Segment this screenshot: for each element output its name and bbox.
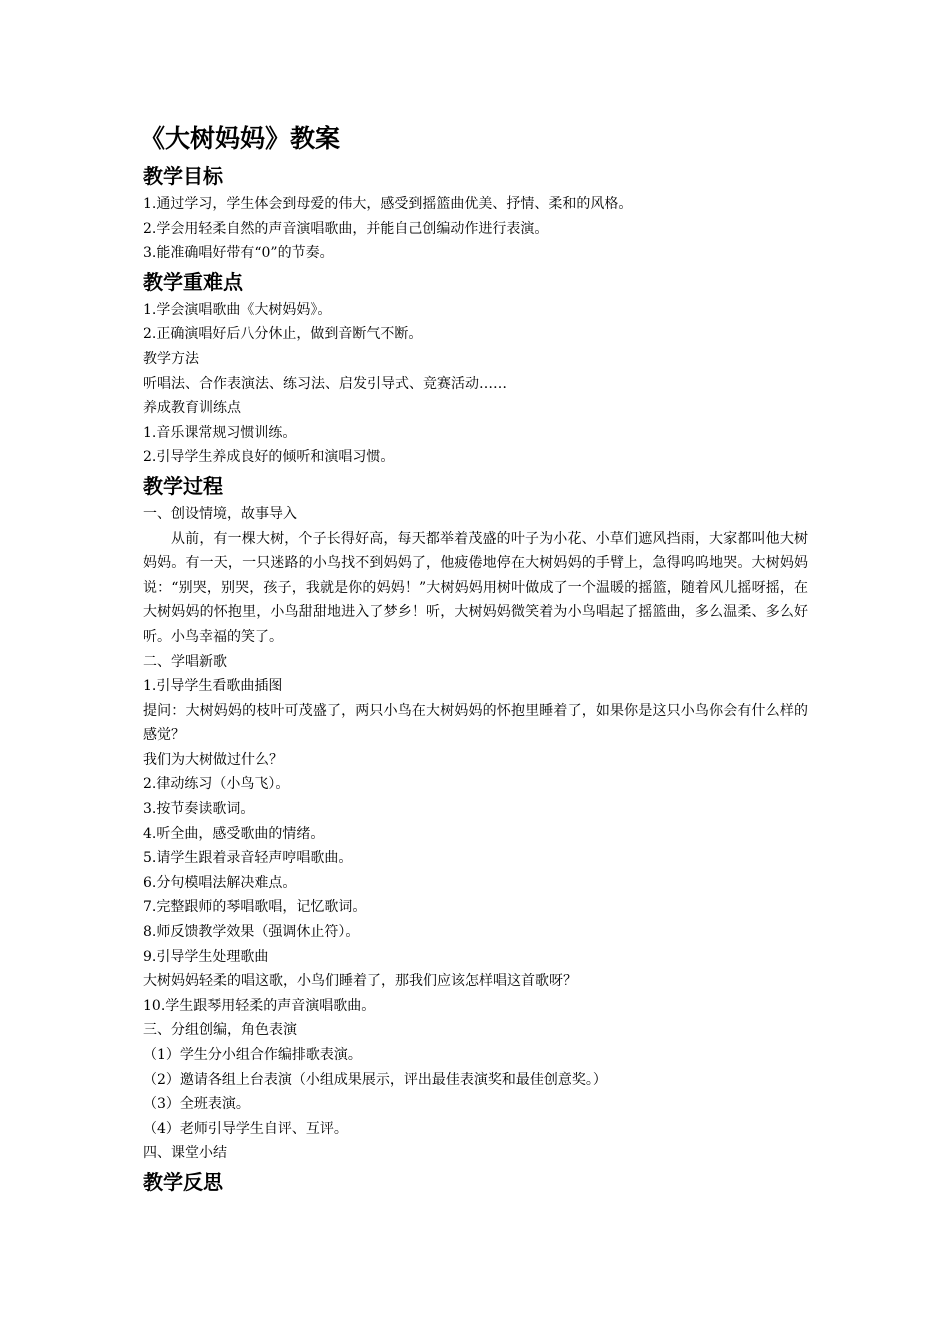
step2-item: 2.律动练习（小鸟飞）。 [143,776,290,793]
step3-item: （1）学生分小组合作编排歌表演。 [143,1047,362,1063]
step1-title: 一、创设情境，故事导入 [143,505,297,522]
habits-label: 养成教育训练点 [143,400,241,417]
heading-objectives: 教学目标 [143,164,223,188]
methods-label: 教学方法 [143,350,199,367]
objective-item: 3.能准确唱好带有“0”的节奏。 [143,245,334,262]
step4-title: 四、课堂小结 [143,1145,227,1162]
habits-item: 1.音乐课常规习惯训练。 [143,424,297,441]
heading-reflection: 教学反思 [143,1169,223,1194]
step2-note: 大树妈妈轻柔的唱这歌，小鸟们睡着了，那我们应该怎样唱这首歌呀？ [143,973,577,990]
step3-item: （2）邀请各组上台表演（小组成果展示，评出最佳表演奖和最佳创意奖。） [143,1071,607,1088]
key-point-item: 1.学会演唱歌曲《大树妈妈》。 [143,301,332,318]
step2-title: 二、学唱新歌 [143,653,227,670]
methods-text: 听唱法、合作表演法、练习法、启发引导式、竞赛活动…… [143,375,507,392]
step2-item: 1.引导学生看歌曲插图 [143,678,283,695]
step2-item: 4.听全曲，感受歌曲的情绪。 [143,825,325,842]
step2-item: 5.请学生跟着录音轻声哼唱歌曲。 [143,850,353,867]
step2-item: 3.按节奏读歌词。 [143,801,255,818]
step3-item: （3）全班表演。 [143,1096,250,1113]
step2-question: 提问：大树妈妈的枝叶可茂盛了，两只小鸟在大树妈妈的怀抱里睡着了，如果你是这只小鸟你会有什么样的感觉？ [143,702,808,744]
step2-item: 7.完整跟师的琴唱歌唱，记忆歌词。 [143,899,367,916]
step3-title: 三、分组创编，角色表演 [143,1022,297,1039]
step2-item: 6.分句模唱法解决难点。 [143,874,297,891]
step2-question-2: 我们为大树做过什么？ [143,751,283,768]
heading-key-points: 教学重难点 [143,269,243,294]
heading-process: 教学过程 [143,473,223,498]
document-page [140,118,808,1198]
habits-item: 2.引导学生养成良好的倾听和演唱习惯。 [143,449,395,466]
objective-item: 2.学会用轻柔自然的声音演唱歌曲，并能自己创编动作进行表演。 [143,220,549,237]
story-paragraph: 从前，有一棵大树，个子长得好高，每天都举着茂盛的叶子为小花、小草们遮风挡雨，大家都叫他大树妈妈。有一天，一只迷路的小鸟找不到妈妈了，他疲倦地停在大树妈妈的手臂上，急得呜呜地哭。大树妈妈说：“别哭，别哭，孩子，我就是你的妈妈！”大树妈妈用树叶做成了一个温暖的摇篮，随着风儿摇呀摇，在大树妈妈的怀抱里，小鸟甜甜地进入了梦乡！听，大树妈妈微笑着为小鸟唱起了摇篮曲，多么温柔、多么好听。小鸟幸福的笑了。 [143,530,808,645]
document-title: 《大树妈妈》教案 [140,124,341,153]
step2-item: 10.学生跟琴用轻柔的声音演唱歌曲。 [143,997,376,1014]
step2-item: 9.引导学生处理歌曲 [143,948,269,965]
step3-item: （4）老师引导学生自评、互评。 [143,1120,348,1137]
objective-item: 1.通过学习，学生体会到母爱的伟大，感受到摇篮曲优美、抒情、柔和的风格。 [143,196,633,212]
step2-item: 8.师反馈教学效果（强调休止符）。 [143,924,360,941]
key-point-item: 2.正确演唱好后八分休止，做到音断气不断。 [143,326,423,343]
